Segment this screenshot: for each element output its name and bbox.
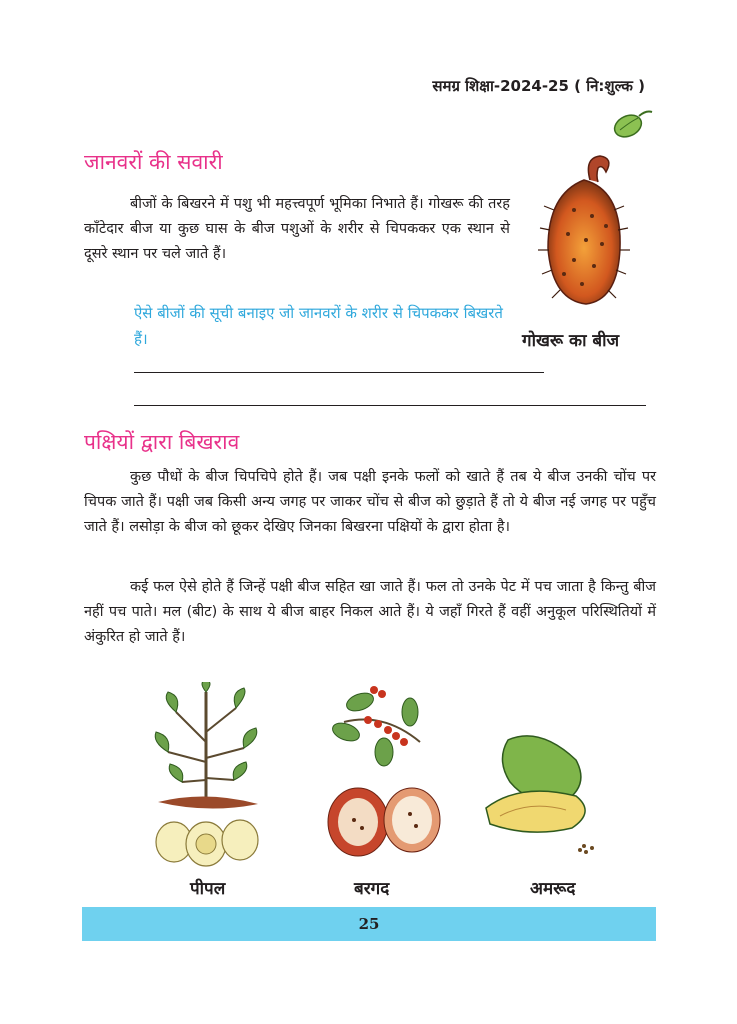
footer-band <box>82 907 656 941</box>
page-number: 25 <box>358 915 380 933</box>
peepal-caption: पीपल <box>190 879 226 899</box>
bargad-caption: बरगद <box>354 879 390 899</box>
activity-prompt: ऐसे बीजों की सूची बनाइए जो जानवरों के शरीर से चिपककर बिखरते हैं। <box>134 304 503 348</box>
series-header: समग्र शिक्षा-2024-25 ( नि:शुल्क ) <box>432 77 645 95</box>
amrood-caption: अमरूद <box>530 879 576 899</box>
bargad-illustration <box>324 682 444 872</box>
section-heading-animal-dispersal: जानवरों की सवारी <box>84 150 223 174</box>
paragraph-bird-dispersal-1: कुछ पौधों के बीज चिपचिपे होते हैं। जब पक्षी इनके फलों को खाते हैं तब ये बीज उनकी चोंच पर चिपक जाते हैं। पक्षी जब किसी अन्य जगह पर जाकर चोंच से बीज को छुड़ाते हैं तो ये बीज नई जगह पर पहुँच जाते हैं। लसोड़ा के बीज को छूकर देखिए जिनका बिखरना पक्षियों के द्वारा होता है। <box>84 469 656 535</box>
leaf-icon <box>606 104 658 140</box>
gokhru-caption: गोखरू का बीज <box>522 331 620 351</box>
paragraph-animal-dispersal: बीजों के बिखरने में पशु भी महत्त्वपूर्ण भूमिका निभाते हैं। गोखरू की तरह काँटेदार बीज या कुछ घास के बीज पशुओं के शरीर से चिपककर एक स्थान से दूसरे स्थान पर चले जाते हैं। <box>84 196 510 262</box>
answer-line-2[interactable] <box>134 405 646 406</box>
gokhru-seed-illustration <box>534 150 634 310</box>
peepal-illustration <box>148 682 264 872</box>
paragraph-bird-dispersal-2: कई फल ऐसे होते हैं जिन्हें पक्षी बीज सहित खा जाते हैं। फल तो उनके पेट में पच जाता है किन्तु बीज नहीं पच पाते। मल (बीट) के साथ ये बीज बाहर निकल आते हैं। ये जहाँ गिरते हैं वहीं अनुकूल परिस्थितियों में अंकुरित हो जाते हैं। <box>84 579 656 645</box>
section-heading-bird-dispersal: पक्षियों द्वारा बिखराव <box>84 430 240 454</box>
answer-line-1[interactable] <box>134 372 544 373</box>
amrood-illustration <box>480 726 608 866</box>
